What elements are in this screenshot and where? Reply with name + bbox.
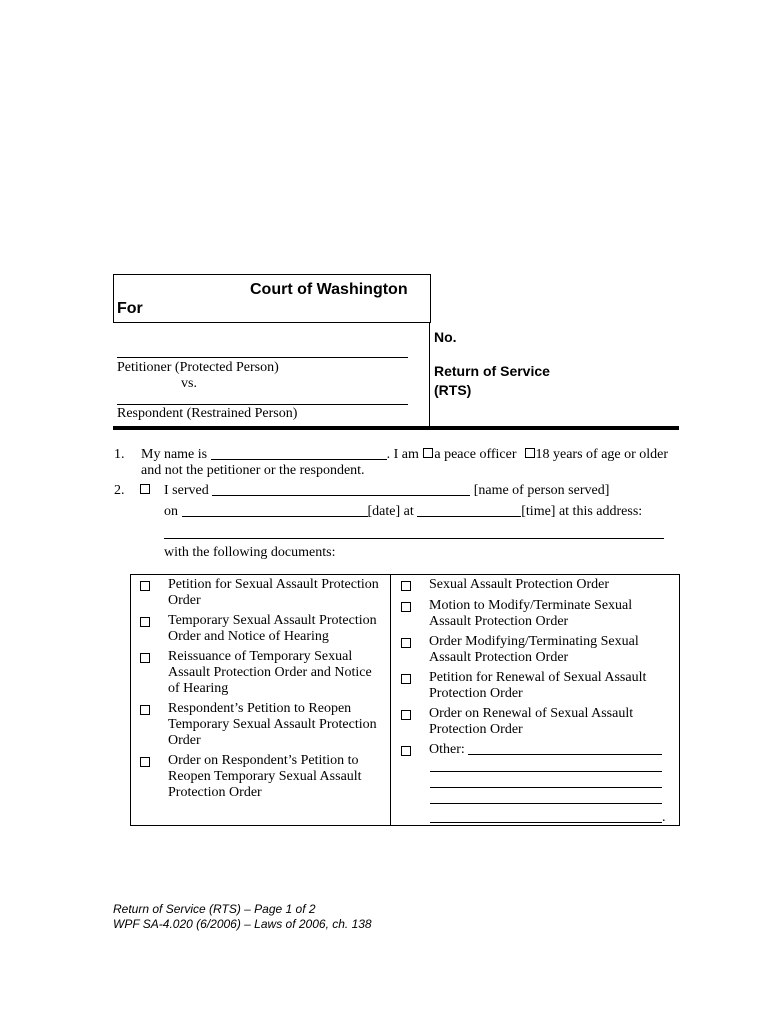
other-field-line[interactable]: [430, 803, 662, 804]
doc-checkbox[interactable]: [140, 653, 150, 663]
served-prefix: I served: [164, 483, 209, 498]
footer-page-info: Return of Service (RTS) – Page 1 of 2: [113, 902, 316, 916]
time-label: [time] at this address:: [521, 504, 643, 519]
item2-checkbox-wrap: [139, 483, 151, 499]
item2-number: 2.: [114, 483, 125, 498]
doc-checkbox[interactable]: [401, 602, 411, 612]
doc-option: [140, 577, 385, 611]
doc-option: [401, 670, 666, 704]
age-label: 18 years of age or older: [535, 447, 669, 462]
doc-option: [401, 706, 666, 740]
doc-label: Order on Renewal of Sexual Assault Protection Order: [429, 706, 634, 737]
doc-checkbox[interactable]: [401, 674, 411, 684]
item1-line2: and not the petitioner or the respondent.: [141, 463, 365, 478]
date-field[interactable]: [182, 504, 368, 517]
age-checkbox[interactable]: [525, 448, 535, 458]
for-label: For: [117, 300, 143, 317]
doc-label: Motion to Modify/Terminate Sexual Assault Protection Order: [429, 598, 633, 629]
doc-option: [140, 649, 385, 699]
doc-option: [140, 753, 385, 803]
document-title: [434, 362, 550, 400]
time-field[interactable]: [417, 504, 521, 517]
doc-option: [140, 613, 385, 647]
document-title-line1: Return of Service: [434, 363, 550, 379]
respondent-label: Respondent (Restrained Person): [117, 406, 298, 421]
petitioner-name-line[interactable]: [117, 357, 408, 358]
peace-officer-label: a peace officer: [434, 447, 517, 462]
item1-statement: [141, 447, 668, 463]
doc-label: Temporary Sexual Assault Protection Order and Notice of Hearing: [168, 613, 377, 644]
court-title: Court of Washington: [250, 281, 408, 298]
doc-label: Sexual Assault Protection Order: [429, 577, 610, 592]
caption-divider: [429, 322, 430, 426]
documents-label: with the following documents:: [164, 545, 336, 560]
doc-checkbox[interactable]: [401, 638, 411, 648]
documents-table-divider: [390, 574, 391, 825]
served-checkbox[interactable]: [140, 484, 150, 494]
doc-checkbox[interactable]: [401, 710, 411, 720]
doc-checkbox[interactable]: [140, 617, 150, 627]
doc-option: [140, 701, 385, 751]
item2-date-line: [164, 504, 642, 520]
document-title-line2: (RTS): [434, 382, 472, 398]
doc-checkbox[interactable]: [140, 705, 150, 715]
doc-option: [401, 598, 666, 632]
doc-option: [401, 634, 666, 668]
date-label: [date] at: [367, 504, 414, 519]
section-divider: [113, 426, 679, 430]
petitioner-label: Petitioner (Protected Person): [117, 360, 279, 375]
item1-prefix: My name is: [141, 447, 208, 462]
footer-form-id: WPF SA-4.020 (6/2006) – Laws of 2006, ch. 138: [113, 917, 372, 931]
item1-number: 1.: [114, 447, 125, 462]
doc-label: Respondent’s Petition to Reopen Temporary Sexual Assault Protection Order: [168, 701, 377, 748]
other-checkbox[interactable]: [401, 746, 411, 756]
peace-officer-checkbox[interactable]: [423, 448, 433, 458]
other-field-line[interactable]: [430, 787, 662, 788]
vs-label: vs.: [181, 376, 197, 391]
doc-label: Order on Respondent’s Petition to Reopen Temporary Sexual Assault Protection Order: [168, 753, 362, 800]
other-field[interactable]: [468, 754, 662, 755]
other-end-mark: .: [662, 810, 666, 825]
item1-mid: . I am: [386, 447, 419, 462]
doc-option: [401, 577, 666, 595]
doc-label: Petition for Sexual Assault Protection Order: [168, 577, 379, 608]
doc-checkbox[interactable]: [401, 581, 411, 591]
doc-label: Petition for Renewal of Sexual Assault Protection Order: [429, 670, 647, 701]
respondent-name-line[interactable]: [117, 404, 408, 405]
doc-label: Reissuance of Temporary Sexual Assault Protection Order and Notice of Hearing: [168, 649, 372, 696]
on-label: on: [164, 504, 178, 519]
doc-checkbox[interactable]: [140, 581, 150, 591]
person-served-field[interactable]: [212, 483, 470, 496]
address-field[interactable]: [164, 538, 664, 539]
item2-served-line: [164, 483, 609, 499]
served-suffix: [name of person served]: [473, 483, 610, 498]
doc-checkbox[interactable]: [140, 757, 150, 767]
case-number-label: No.: [434, 329, 457, 345]
server-name-field[interactable]: [211, 447, 387, 460]
other-field-line[interactable]: [430, 822, 662, 823]
doc-option-other: [401, 742, 666, 760]
other-field-line[interactable]: [430, 771, 662, 772]
other-label: Other:: [429, 742, 465, 757]
doc-label: Order Modifying/Terminating Sexual Assault Protection Order: [429, 634, 639, 665]
